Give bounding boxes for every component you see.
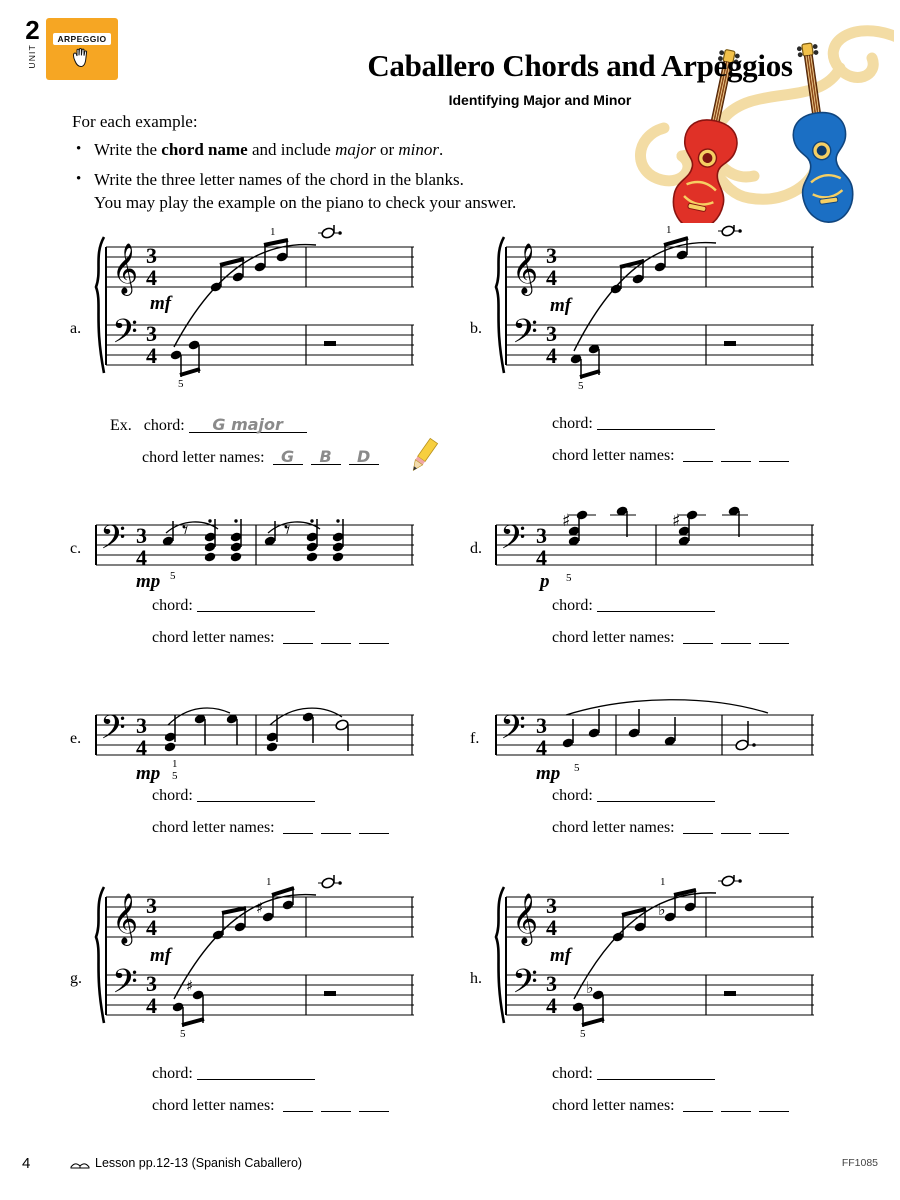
svg-text:♭: ♭: [658, 900, 666, 919]
example-prefix: Ex.: [110, 417, 132, 434]
svg-text:mf: mf: [550, 295, 572, 316]
unit-badge-box: [46, 18, 118, 80]
pencil-icon: [404, 436, 444, 476]
letter-blank-f-3[interactable]: [759, 819, 789, 834]
answer-letters-d: [552, 629, 789, 647]
bullet-icon: •: [76, 170, 82, 187]
chord-blank-d[interactable]: [597, 597, 715, 612]
letter-blank-b-1[interactable]: [683, 447, 713, 462]
answer-chord-d: [552, 597, 715, 615]
exercise-letter-g: g.: [70, 970, 82, 987]
exercise-c: [70, 505, 430, 646]
exercise-letter-h: h.: [470, 970, 482, 987]
svg-text:𝄢: 𝄢: [112, 963, 138, 1009]
svg-text:𝄞: 𝄞: [112, 893, 139, 944]
exercise-letter-a: a.: [70, 320, 82, 337]
chord-blank-g[interactable]: [197, 1065, 315, 1080]
instructions-lead: For each example:: [72, 112, 198, 131]
exercise-b: [470, 225, 830, 464]
svg-text:3: 3: [146, 971, 157, 996]
letter-blank-a-3[interactable]: D: [349, 447, 379, 465]
svg-text:4: 4: [146, 343, 157, 368]
svg-text:4: 4: [136, 735, 147, 760]
letter-blank-e-1[interactable]: [283, 819, 313, 834]
letter-blank-f-1[interactable]: [683, 819, 713, 834]
svg-text:mf: mf: [550, 945, 572, 966]
exercise-letter-e: e.: [70, 730, 82, 747]
staff-e: [70, 695, 430, 795]
staff-a: [70, 225, 430, 390]
chord-blank-e[interactable]: [197, 787, 315, 802]
unit-badge-left: [18, 15, 46, 80]
staff-b: [470, 225, 830, 390]
svg-text:4: 4: [136, 545, 147, 570]
svg-text:𝄢: 𝄢: [100, 519, 126, 565]
letters-label-f: chord letter names:: [552, 819, 675, 836]
svg-text:4: 4: [546, 993, 557, 1018]
svg-text:𝄞: 𝄞: [512, 893, 539, 944]
svg-text:♯: ♯: [256, 899, 264, 917]
svg-text:𝄢: 𝄢: [500, 519, 526, 565]
svg-text:3: 3: [536, 713, 547, 738]
svg-text:𝄢: 𝄢: [100, 709, 126, 755]
letter-blank-e-2[interactable]: [321, 819, 351, 834]
exercise-a: [70, 225, 430, 466]
instruction-item-2: [72, 169, 652, 215]
answer-letters-h: [552, 1097, 789, 1115]
instruction-item-1: [72, 139, 652, 162]
chord-blank-f[interactable]: [597, 787, 715, 802]
letter-blank-g-3[interactable]: [359, 1097, 389, 1112]
unit-badge-label: ARPEGGIO: [53, 33, 110, 45]
svg-text:5: 5: [178, 378, 184, 390]
footer-lesson: [70, 1156, 302, 1170]
exercise-g: [70, 875, 430, 1114]
exercise-letter-c: c.: [70, 540, 82, 557]
svg-text:5: 5: [170, 570, 176, 582]
answer-chord-g: [152, 1065, 315, 1083]
page-title: Caballero Chords and Arpeggios: [367, 48, 793, 83]
instructions: [72, 112, 652, 215]
chord-answer-a[interactable]: G major: [189, 415, 307, 433]
letter-blank-d-1[interactable]: [683, 629, 713, 644]
footer-code: FF1085: [841, 1157, 878, 1169]
chord-label-d: chord:: [552, 597, 593, 614]
letter-blank-h-2[interactable]: [721, 1097, 751, 1112]
svg-text:1: 1: [172, 758, 178, 770]
answer-letters-f: [552, 819, 789, 837]
answer-chord-h: [552, 1065, 715, 1083]
letters-label-b: chord letter names:: [552, 447, 675, 464]
svg-text:1: 1: [270, 226, 276, 238]
chord-label-c: chord:: [152, 597, 193, 614]
page-subtitle: Identifying Major and Minor: [448, 92, 632, 108]
svg-text:𝄾: 𝄾: [284, 516, 291, 544]
svg-text:5: 5: [580, 1028, 586, 1040]
svg-text:𝄢: 𝄢: [500, 709, 526, 755]
svg-text:3: 3: [546, 321, 557, 346]
svg-text:3: 3: [146, 243, 157, 268]
exercise-e: [70, 695, 430, 836]
book-icon: [70, 1157, 90, 1169]
chord-label-e: chord:: [152, 787, 193, 804]
svg-text:♯: ♯: [562, 511, 571, 531]
svg-text:4: 4: [536, 545, 547, 570]
exercise-h: [470, 875, 830, 1114]
letter-blank-g-2[interactable]: [321, 1097, 351, 1112]
svg-text:3: 3: [136, 713, 147, 738]
letter-blank-c-2[interactable]: [321, 629, 351, 644]
exercise-letter-d: d.: [470, 540, 482, 557]
letter-blank-h-1[interactable]: [683, 1097, 713, 1112]
svg-text:1: 1: [660, 876, 666, 888]
svg-text:3: 3: [146, 321, 157, 346]
svg-text:1: 1: [266, 876, 272, 888]
letters-label-d: chord letter names:: [552, 629, 675, 646]
svg-text:𝄞: 𝄞: [512, 243, 539, 294]
svg-text:4: 4: [146, 265, 157, 290]
letter-blank-d-3[interactable]: [759, 629, 789, 644]
chord-label-g: chord:: [152, 1065, 193, 1082]
svg-text:4: 4: [536, 735, 547, 760]
staff-c: [70, 505, 430, 600]
svg-text:5: 5: [172, 770, 178, 782]
letter-blank-f-2[interactable]: [721, 819, 751, 834]
svg-text:mp: mp: [136, 571, 161, 592]
svg-text:♯: ♯: [672, 511, 681, 531]
unit-badge: [18, 15, 118, 80]
letter-blank-b-3[interactable]: [759, 447, 789, 462]
letters-label-h: chord letter names:: [552, 1097, 675, 1114]
answer-chord-e: [152, 787, 315, 805]
svg-text:3: 3: [546, 893, 557, 918]
staff-h: [470, 875, 830, 1040]
svg-text:5: 5: [578, 380, 584, 390]
letters-label-g: chord letter names:: [152, 1097, 275, 1114]
svg-text:mp: mp: [136, 763, 161, 784]
answer-letters-c: [152, 629, 389, 647]
svg-text:♭: ♭: [586, 978, 594, 997]
svg-text:𝄢: 𝄢: [112, 313, 138, 359]
letter-blank-a-1[interactable]: G: [273, 447, 303, 465]
svg-text:5: 5: [574, 762, 580, 774]
letter-blank-e-3[interactable]: [359, 819, 389, 834]
unit-word: UNIT: [27, 44, 37, 69]
svg-text:𝄢: 𝄢: [512, 963, 538, 1009]
staff-g: [70, 875, 430, 1040]
chord-blank-b[interactable]: [597, 415, 715, 430]
letter-blank-d-2[interactable]: [721, 629, 751, 644]
chord-blank-h[interactable]: [597, 1065, 715, 1080]
letter-blank-a-2[interactable]: B: [311, 447, 341, 465]
letter-blank-h-3[interactable]: [759, 1097, 789, 1112]
svg-text:𝄾: 𝄾: [182, 516, 189, 544]
answer-chord-c: [152, 597, 315, 615]
svg-text:5: 5: [566, 572, 572, 584]
svg-text:mf: mf: [150, 293, 172, 314]
answer-chord-f: [552, 787, 715, 805]
svg-text:3: 3: [546, 971, 557, 996]
svg-text:𝄞: 𝄞: [112, 243, 139, 294]
answer-letters-e: [152, 819, 389, 837]
svg-text:3: 3: [536, 523, 547, 548]
instruction-text-2: Write the three letter names of the chord in the blanks. You may play the example on the piano to check your answer.: [94, 169, 517, 212]
instruction-text-1: Write the chord name and include major or minor.: [94, 140, 444, 159]
svg-text:3: 3: [136, 523, 147, 548]
svg-text:3: 3: [546, 243, 557, 268]
letters-label-c: chord letter names:: [152, 629, 275, 646]
staff-f: [470, 695, 830, 795]
answer-letters-a: [142, 447, 379, 467]
exercise-f: [470, 695, 830, 836]
unit-number: 2: [25, 15, 39, 45]
svg-text:♯: ♯: [186, 977, 194, 995]
letter-blank-c-3[interactable]: [359, 629, 389, 644]
svg-text:3: 3: [146, 893, 157, 918]
chord-label-a: chord:: [143, 417, 185, 434]
svg-text:1: 1: [666, 225, 672, 236]
exercise-letter-b: b.: [470, 320, 482, 337]
chord-label-h: chord:: [552, 1065, 593, 1082]
svg-text:mf: mf: [150, 945, 172, 966]
chord-blank-c[interactable]: [197, 597, 315, 612]
hand-icon: [70, 47, 94, 69]
svg-text:4: 4: [546, 265, 557, 290]
letters-label-a: chord letter names:: [142, 449, 265, 466]
letter-blank-b-2[interactable]: [721, 447, 751, 462]
svg-text:5: 5: [180, 1028, 186, 1040]
svg-text:mp: mp: [536, 763, 561, 784]
svg-text:𝄢: 𝄢: [512, 313, 538, 359]
answer-chord-b: [552, 415, 715, 433]
answer-letters-g: [152, 1097, 389, 1115]
svg-text:4: 4: [546, 915, 557, 940]
chord-label-b: chord:: [552, 415, 593, 432]
page-number: 4: [22, 1155, 31, 1172]
letters-label-e: chord letter names:: [152, 819, 275, 836]
svg-text:p: p: [540, 571, 550, 592]
exercise-d: [470, 505, 830, 646]
bullet-icon: •: [76, 141, 82, 157]
svg-text:4: 4: [146, 993, 157, 1018]
svg-text:4: 4: [146, 915, 157, 940]
staff-d: [470, 505, 830, 600]
answer-chord-a: [110, 415, 307, 435]
svg-text:4: 4: [546, 343, 557, 368]
footer-lesson-text: Lesson pp.12-13 (Spanish Caballero): [95, 1156, 303, 1170]
answer-letters-b: [552, 447, 789, 465]
chord-label-f: chord:: [552, 787, 593, 804]
exercise-letter-f: f.: [470, 730, 480, 747]
letter-blank-g-1[interactable]: [283, 1097, 313, 1112]
letter-blank-c-1[interactable]: [283, 629, 313, 644]
